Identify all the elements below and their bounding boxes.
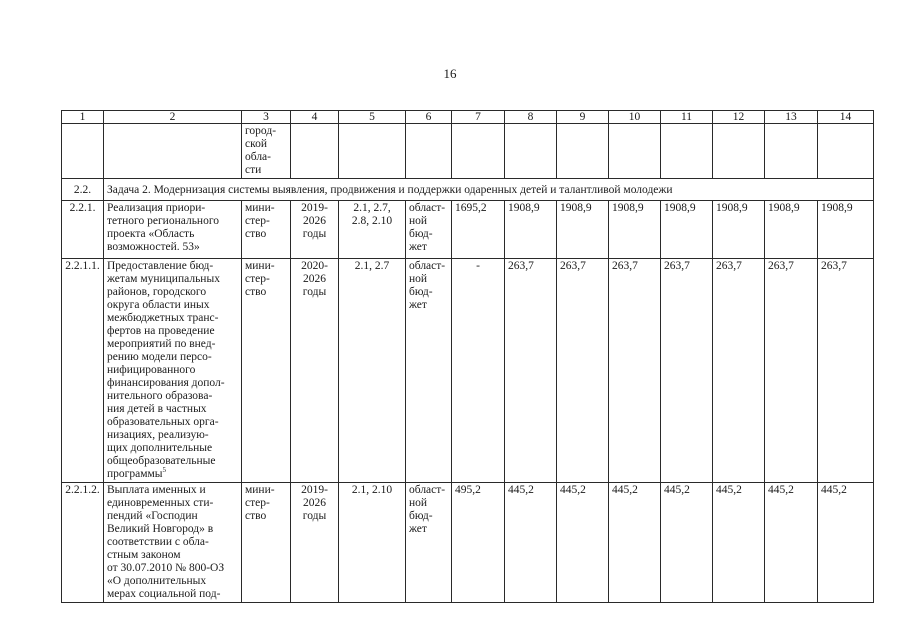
value-cell: 445,2 xyxy=(557,483,609,603)
value-cell: 263,7 xyxy=(505,259,557,483)
task-title: Задача 2. Модернизация системы выявления, продвижения и поддержки одаренных детей и талантливой молодежи xyxy=(104,179,874,201)
row-index: 2.2.1.2. xyxy=(62,483,104,603)
measure-name: Предоставление бюд- жетам муниципальных районов, городского округа области иных межбюджетных транс- фертов на проведение мероприятий по внед- рению модели персо- нифицированного финансирования допол- нительного образова- ния детей в частных образовательных орга- низациях, реализую- щих дополнительные общеобразовательные программы xyxy=(107,260,225,480)
table-row xyxy=(62,201,874,259)
value-cell: 263,7 xyxy=(713,259,765,483)
row-index: 2.2.1.1. xyxy=(62,259,104,483)
value-cell: 263,7 xyxy=(818,259,874,483)
column-number: 3 xyxy=(242,111,291,124)
indicators-cell: 2.1, 2.10 xyxy=(339,483,406,603)
executor-cell: мини- стер- ство xyxy=(242,483,291,603)
value-cell: 445,2 xyxy=(609,483,661,603)
executor-cell: город- ской обла- сти xyxy=(242,124,291,179)
column-number: 10 xyxy=(609,111,661,124)
value-cell: 495,2 xyxy=(452,483,505,603)
column-number: 5 xyxy=(339,111,406,124)
measure-name-cell xyxy=(104,259,242,483)
column-number: 2 xyxy=(104,111,242,124)
column-number: 4 xyxy=(291,111,339,124)
funding-source-cell: област- ной бюд- жет xyxy=(406,259,452,483)
footnote-mark: 5 xyxy=(162,466,167,475)
value-cell: 263,7 xyxy=(609,259,661,483)
indicators-cell: 2.1, 2.7, 2.8, 2.10 xyxy=(339,201,406,259)
period-cell: 2019- 2026 годы xyxy=(291,201,339,259)
value-cell: - xyxy=(452,259,505,483)
column-number: 14 xyxy=(818,111,874,124)
indicators-cell: 2.1, 2.7 xyxy=(339,259,406,483)
task-index: 2.2. xyxy=(62,179,104,201)
value-cell: 445,2 xyxy=(765,483,818,603)
row-index: 2.2.1. xyxy=(62,201,104,259)
value-cell: 1908,9 xyxy=(713,201,765,259)
executor-cell: мини- стер- ство xyxy=(242,259,291,483)
value-cell: 263,7 xyxy=(557,259,609,483)
value-cell: 445,2 xyxy=(713,483,765,603)
column-number: 13 xyxy=(765,111,818,124)
value-cell: 1908,9 xyxy=(505,201,557,259)
column-number: 11 xyxy=(661,111,713,124)
column-number: 7 xyxy=(452,111,505,124)
column-number-row xyxy=(62,111,874,124)
page-number: 16 xyxy=(443,66,457,81)
measure-name: Выплата именных и единовременных сти- пендий «Господин Великий Новгород» в соответствии с обла- стным законом от 30.07.2010 № 800-ОЗ «О дополнительных мерах социальной под- xyxy=(104,483,242,603)
continuation-row xyxy=(62,124,874,179)
value-cell: 445,2 xyxy=(818,483,874,603)
value-cell: 1908,9 xyxy=(557,201,609,259)
column-number: 8 xyxy=(505,111,557,124)
column-number: 6 xyxy=(406,111,452,124)
value-cell: 1908,9 xyxy=(765,201,818,259)
measure-name: Реализация приори- тетного регионального проекта «Область возможностей. 53» xyxy=(104,201,242,259)
value-cell: 1908,9 xyxy=(661,201,713,259)
funding-source-cell: област- ной бюд- жет xyxy=(406,201,452,259)
value-cell: 1908,9 xyxy=(818,201,874,259)
value-cell: 445,2 xyxy=(661,483,713,603)
period-cell: 2019- 2026 годы xyxy=(291,483,339,603)
value-cell: 1695,2 xyxy=(452,201,505,259)
column-number: 9 xyxy=(557,111,609,124)
value-cell: 445,2 xyxy=(505,483,557,603)
column-number: 1 xyxy=(62,111,104,124)
executor-cell: мини- стер- ство xyxy=(242,201,291,259)
table-row xyxy=(62,259,874,483)
value-cell: 1908,9 xyxy=(609,201,661,259)
period-cell: 2020- 2026 годы xyxy=(291,259,339,483)
funding-source-cell: област- ной бюд- жет xyxy=(406,483,452,603)
table-row xyxy=(62,483,874,603)
value-cell: 263,7 xyxy=(765,259,818,483)
column-number: 12 xyxy=(713,111,765,124)
task-row xyxy=(62,179,874,201)
value-cell: 263,7 xyxy=(661,259,713,483)
program-table xyxy=(61,110,874,603)
